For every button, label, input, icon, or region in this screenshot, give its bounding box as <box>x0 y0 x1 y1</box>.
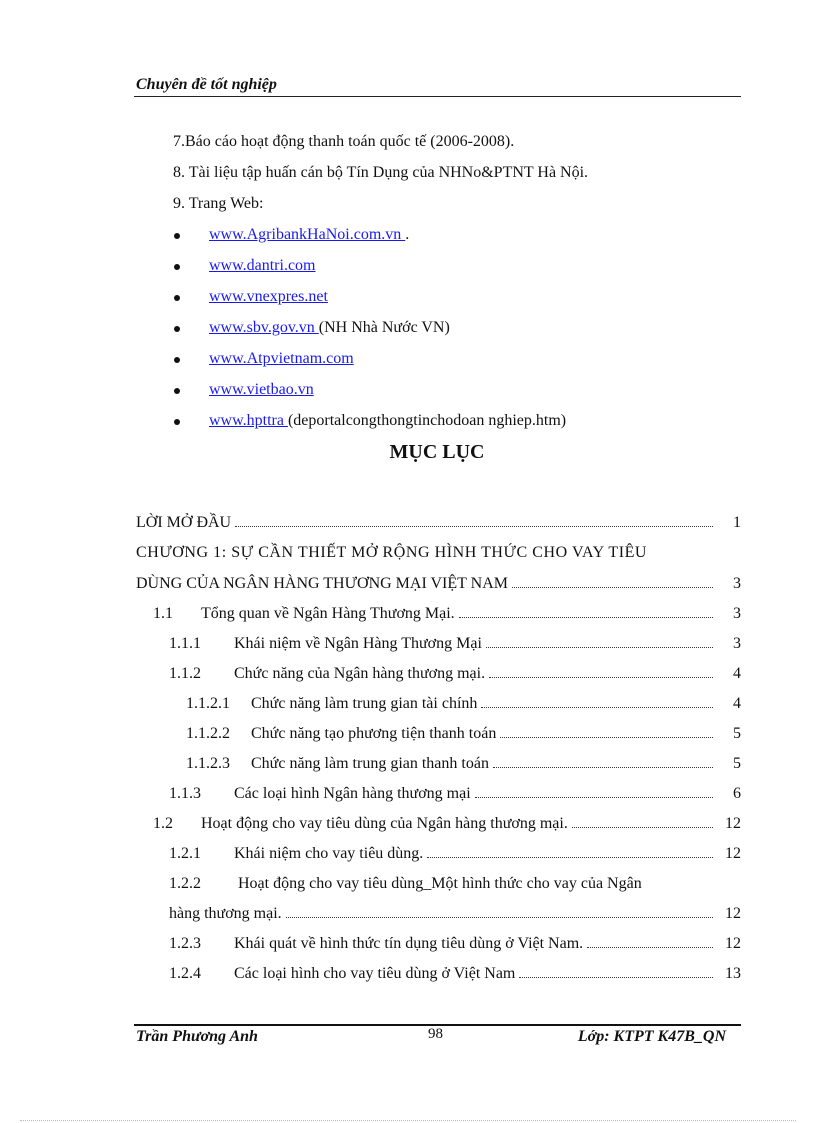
toc-entry[interactable] <box>186 725 741 747</box>
website-item <box>209 412 566 430</box>
toc-entry[interactable] <box>136 514 741 536</box>
website-item <box>209 381 314 399</box>
toc-entry[interactable] <box>169 785 741 807</box>
toc-entry-number: 1.2.2 <box>169 875 201 892</box>
toc-entry[interactable] <box>169 875 642 893</box>
toc-entry-number: 1.2.1 <box>169 845 201 862</box>
bullet-icon <box>174 295 180 301</box>
website-link[interactable]: www.hpttra <box>209 412 288 429</box>
website-link[interactable]: www.AgribankHaNoi.com.vn <box>209 226 406 243</box>
website-item <box>209 226 409 244</box>
website-link[interactable]: www.vnexpres.net <box>209 288 328 305</box>
toc-entry-page: 1 <box>733 514 741 531</box>
toc-entry[interactable] <box>136 575 741 597</box>
toc-entry[interactable] <box>169 965 741 987</box>
toc-leader <box>481 695 713 708</box>
toc-entry[interactable] <box>153 815 741 837</box>
footer-author: Trần Phương Anh <box>136 1028 258 1045</box>
bullet-icon <box>174 388 180 394</box>
website-item <box>209 288 328 306</box>
website-link[interactable]: www.dantri.com <box>209 257 316 274</box>
toc-title: MỤC LỤC <box>389 441 485 463</box>
toc-entry-label: Chức năng làm trung gian tài chính <box>251 695 478 712</box>
toc-entry-label: Chức năng tạo phương tiện thanh toán <box>251 725 497 742</box>
toc-entry-page: 5 <box>733 755 741 772</box>
toc-entry-number: 1.1.3 <box>169 785 201 802</box>
toc-entry-number: 1.1.2.3 <box>186 755 230 772</box>
bullet-icon <box>174 326 180 332</box>
toc-leader <box>459 605 713 618</box>
website-note: (NH Nhà Nước VN) <box>318 319 450 336</box>
footer-page-number: 98 <box>428 1026 443 1042</box>
toc-entry-page: 13 <box>725 965 741 982</box>
toc-entry[interactable] <box>169 905 741 927</box>
toc-entry-number: 1.1.1 <box>169 635 201 652</box>
toc-entry-label: DÙNG CỦA NGÂN HÀNG THƯƠNG MẠI VIỆT NAM <box>136 575 508 592</box>
website-note: . <box>405 226 410 243</box>
toc-leader <box>493 755 713 768</box>
toc-leader <box>475 785 713 798</box>
toc-entry-page: 4 <box>733 695 741 712</box>
toc-entry[interactable] <box>153 605 741 627</box>
bullet-icon <box>174 264 180 270</box>
toc-entry-page: 3 <box>733 605 741 622</box>
toc-entry[interactable] <box>186 695 741 717</box>
toc-entry-page: 6 <box>733 785 741 802</box>
bullet-icon <box>174 357 180 363</box>
toc-entry-page: 5 <box>733 725 741 742</box>
reference-item: 9. Trang Web: <box>173 195 264 212</box>
toc-entry-number: 1.2 <box>153 815 173 832</box>
toc-leader <box>519 965 713 978</box>
website-item <box>209 350 354 368</box>
website-link[interactable]: www.Atpvietnam.com <box>209 350 354 367</box>
bullet-icon <box>174 419 180 425</box>
toc-leader <box>427 845 713 858</box>
bullet-icon <box>174 233 180 239</box>
website-note: (deportalcongthongtinchodoan nghiep.htm) <box>287 412 567 429</box>
toc-entry-label: Tổng quan về Ngân Hàng Thương Mại. <box>201 605 455 622</box>
toc-entry-label: Khái niệm cho vay tiêu dùng. <box>234 845 424 862</box>
toc-entry-label: hàng thương mại. <box>169 905 282 922</box>
toc-entry-label: Chức năng làm trung gian thanh toán <box>251 755 489 772</box>
reference-item: 7.Báo cáo hoạt động thanh toán quốc tế (2006-2008). <box>173 133 515 150</box>
toc-leader <box>572 815 713 828</box>
toc-entry-label: Hoạt động cho vay tiêu dùng_Một hình thức cho vay của Ngân <box>238 875 642 892</box>
toc-entry-number: 1.2.3 <box>169 935 201 952</box>
toc-entry[interactable] <box>169 665 741 687</box>
toc-entry-number: 1.1.2.2 <box>186 725 230 742</box>
toc-leader <box>587 935 713 948</box>
website-item <box>209 257 316 275</box>
toc-entry-label: Các loại hình cho vay tiêu dùng ở Việt Nam <box>234 965 516 982</box>
toc-leader <box>486 635 713 648</box>
toc-leader <box>500 725 713 738</box>
toc-entry-number: 1.2.4 <box>169 965 201 982</box>
toc-leader <box>235 514 713 527</box>
toc-entry[interactable] <box>169 935 741 957</box>
header-divider <box>134 96 741 97</box>
website-item <box>209 319 450 337</box>
toc-entry-number: 1.1.2.1 <box>186 695 230 712</box>
toc-entry-label[interactable]: CHƯƠNG 1: SỰ CẦN THIẾT MỞ RỘNG HÌNH THỨC CHO VAY TIÊU <box>136 544 648 561</box>
reference-item: 8. Tài liệu tập huấn cán bộ Tín Dụng của NHNo&PTNT Hà Nội. <box>173 164 589 181</box>
toc-leader <box>489 665 713 678</box>
website-link[interactable]: www.vietbao.vn <box>209 381 314 398</box>
footer-class: Lớp: KTPT K47B_QN <box>577 1028 726 1045</box>
toc-entry[interactable] <box>186 755 741 777</box>
toc-entry-page: 3 <box>733 575 741 592</box>
toc-entry-page: 3 <box>733 635 741 652</box>
toc-leader <box>512 575 713 588</box>
toc-entry-label: Hoạt động cho vay tiêu dùng của Ngân hàng thương mại. <box>201 815 568 832</box>
toc-leader <box>286 905 713 918</box>
toc-entry[interactable] <box>169 845 741 867</box>
toc-entry-page: 4 <box>733 665 741 682</box>
toc-entry-page: 12 <box>725 815 741 832</box>
website-link[interactable]: www.sbv.gov.vn <box>209 319 319 336</box>
toc-entry-label: Chức năng của Ngân hàng thương mại. <box>234 665 486 682</box>
toc-entry-page: 12 <box>725 905 741 922</box>
toc-entry-page: 12 <box>725 845 741 862</box>
toc-entry-label: Khái niệm về Ngân Hàng Thương Mại <box>234 635 482 652</box>
toc-entry-label: Khái quát về hình thức tín dụng tiêu dùng ở Việt Nam. <box>234 935 584 952</box>
toc-entry-label: LỜI MỞ ĐẦU <box>136 514 232 531</box>
toc-entry-number: 1.1.2 <box>169 665 201 682</box>
header-title: Chuyên đề tốt nghiệp <box>136 76 277 93</box>
page-edge <box>20 1120 796 1121</box>
toc-entry[interactable] <box>169 635 741 657</box>
toc-entry-number: 1.1 <box>153 605 173 622</box>
toc-entry-page: 12 <box>725 935 741 952</box>
toc-entry-label: Các loại hình Ngân hàng thương mại <box>234 785 471 802</box>
